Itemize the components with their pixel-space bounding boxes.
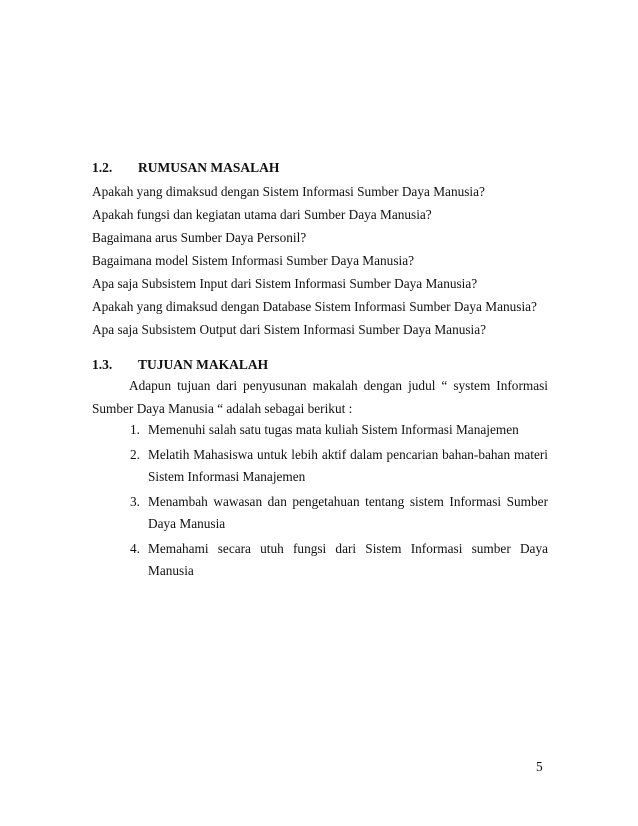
list-item-text: Menambah wawasan dan pengetahuan tentang sistem Informasi Sumber Daya Manusia bbox=[148, 493, 548, 531]
question-line: Apa saja Subsistem Input dari Sistem Informasi Sumber Daya Manusia? bbox=[92, 276, 478, 291]
list-item bbox=[130, 538, 548, 583]
list-marker: 3. bbox=[130, 493, 140, 509]
intro-paragraph: Adapun tujuan dari penyusunan makalah dengan judul “ system Informasi Sumber Daya Manusia “ adalah sebagai berikut : bbox=[92, 378, 548, 416]
list-item-text: Memahami secara utuh fungsi dari Sistem Informasi sumber Daya Manusia bbox=[148, 540, 548, 578]
question-line: Apakah yang dimaksud dengan Database Sistem Informasi Sumber Daya Manusia? bbox=[92, 299, 537, 314]
list-marker: 1. bbox=[130, 422, 140, 437]
list-item-text: Memenuhi salah satu tugas mata kuliah Sistem Informasi Manajemen bbox=[148, 422, 519, 437]
objectives-list bbox=[130, 419, 548, 585]
question-line: Bagaimana arus Sumber Daya Personil? bbox=[92, 230, 307, 245]
list-marker: 2. bbox=[130, 446, 140, 462]
question-line: Apakah fungsi dan kegiatan utama dari Sumber Daya Manusia? bbox=[92, 207, 432, 222]
section-heading-rumusan-masalah bbox=[92, 160, 279, 176]
list-item bbox=[130, 491, 548, 536]
page-number: 5 bbox=[536, 759, 543, 774]
section-title: TUJUAN MAKALAH bbox=[138, 357, 269, 372]
list-item bbox=[130, 419, 548, 442]
section-title: RUMUSAN MASALAH bbox=[138, 160, 280, 175]
question-line: Apakah yang dimaksud dengan Sistem Informasi Sumber Daya Manusia? bbox=[92, 184, 485, 199]
list-item bbox=[130, 444, 548, 489]
section-number: 1.2. bbox=[92, 160, 113, 175]
question-line: Bagaimana model Sistem Informasi Sumber Daya Manusia? bbox=[92, 253, 415, 268]
section-heading-tujuan-makalah bbox=[92, 357, 268, 373]
list-marker: 4. bbox=[130, 540, 140, 556]
section-number: 1.3. bbox=[92, 357, 113, 372]
list-item-text: Melatih Mahasiswa untuk lebih aktif dalam pencarian bahan-bahan materi Sistem Informasi Manajemen bbox=[148, 446, 548, 484]
question-line: Apa saja Subsistem Output dari Sistem Informasi Sumber Daya Manusia? bbox=[92, 322, 487, 337]
